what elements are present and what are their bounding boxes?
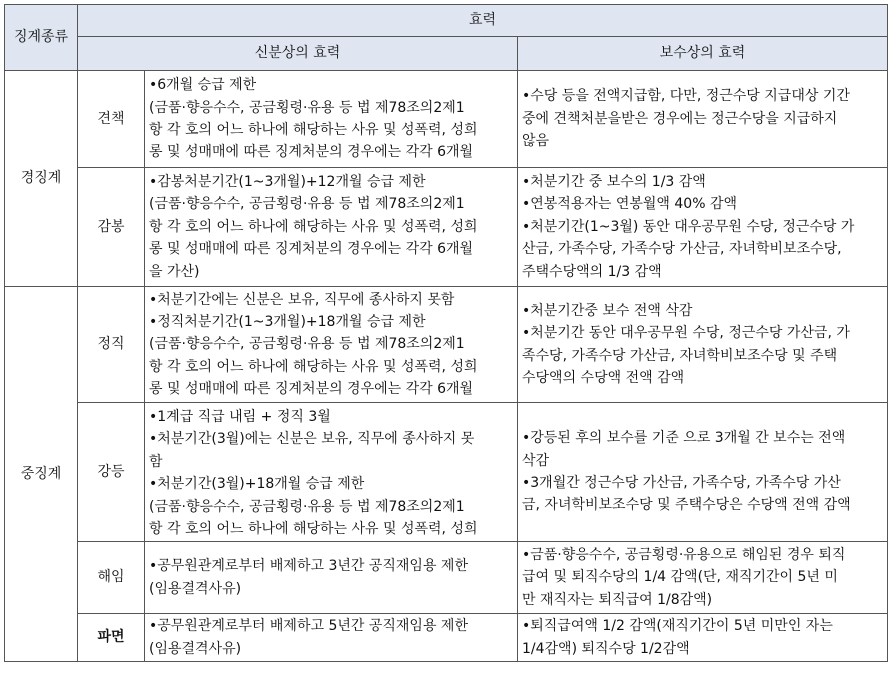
- text-line: 롱 및 성매매에 따른 징계처분의 경우에는 각각 6개월: [149, 241, 474, 258]
- text-line: (금품·향응수수, 공금횡령·유용 등 법 제78조의2제1: [149, 196, 465, 213]
- effect-header: 효력: [78, 5, 888, 37]
- header-row: [5, 5, 888, 37]
- text-line: (임용결격사유): [149, 580, 242, 597]
- status-effect-cell: [145, 168, 518, 287]
- pay-effect-cell: [518, 71, 888, 168]
- text-line: •금품·향응수수, 공금횡령·유용으로 해임된 경우 퇴직: [522, 546, 846, 563]
- text-line: 족수당, 가족수당 가산금, 자녀학비보조수당 및 주택: [522, 347, 838, 364]
- row-label: 감봉: [78, 168, 145, 287]
- text-line: (금품·향응수수, 공금횡령·유용 등 법 제78조의2제1: [149, 498, 465, 515]
- pay-effect-header: 보수상의 효력: [518, 37, 888, 71]
- text-line: 롱 및 성매매에 따른 징계처분의 경우에는 각각 6개월: [149, 144, 474, 161]
- table-row: [5, 71, 888, 168]
- text-line: 함: [149, 453, 163, 470]
- text-line: 만 재직자는 퇴직급여 1/8감액): [522, 591, 713, 608]
- text-line: •수당 등을 전액지급함, 다만, 정근수당 지급대상 기간: [522, 88, 850, 105]
- table-row: [5, 403, 888, 542]
- group-light-label: 경징계: [5, 71, 78, 287]
- row-label: 파면: [78, 614, 145, 662]
- text-line: •3개월간 정근수당 가산금, 가족수당, 가족수당 가산: [522, 475, 841, 491]
- text-line: •공무원관계로부터 배제하고 5년간 공직재임용 제한: [149, 618, 468, 635]
- text-line: 금, 자녀학비보조수당 및 주택수당은 수당액 전액 감액: [522, 497, 851, 514]
- text-line: 수당액의 수당액 전액 감액: [522, 369, 685, 386]
- text-line: •정직처분기간(1~3개월)+18개월 승급 제한: [149, 313, 426, 330]
- text-line: •처분기간에는 신분은 보유, 직무에 종사하지 못함: [149, 291, 455, 308]
- text-line: •연봉적용자는 연봉월액 40% 감액: [522, 196, 738, 213]
- text-line: 항 각 호의 어느 하나에 해당하는 사유 및 성폭력, 성희: [149, 122, 478, 138]
- text-line: 롱 및 성매매에 따른 징계처분의 경우에는 각각 6개월: [149, 381, 474, 398]
- text-line: (금품·향응수수, 공금횡령·유용 등 법 제78조의2제1: [149, 336, 465, 353]
- row-label: 정직: [78, 287, 145, 403]
- text-line: 않음: [522, 133, 550, 150]
- row-label: 견책: [78, 71, 145, 168]
- text-line: 산금, 가족수당, 가족수당 가산금, 자녀학비보조수당,: [522, 241, 842, 258]
- text-line: •처분기간 중 보수의 1/3 감액: [522, 174, 706, 191]
- text-line: 을 가산): [149, 263, 200, 280]
- table-row: [5, 542, 888, 614]
- status-effect-cell: [145, 542, 518, 614]
- text-line: 삭감: [522, 452, 550, 469]
- pay-effect-cell: [518, 168, 888, 287]
- group-heavy-label: 중징계: [5, 287, 78, 662]
- row-label: 해임: [78, 542, 145, 614]
- text-line: •처분기간(1~3월) 동안 대우공무원 수당, 정근수당 가: [522, 218, 855, 235]
- text-line: •강등된 후의 보수를 기준 으로 3개월 간 보수는 전액: [522, 430, 846, 447]
- text-line: •처분기간중 보수 전액 삭감: [522, 302, 693, 319]
- table-row: [5, 614, 888, 662]
- status-effect-cell: [145, 71, 518, 168]
- kind-header: 징계종류: [5, 5, 78, 71]
- pay-effect-cell: [518, 403, 888, 542]
- status-effect-cell: [145, 614, 518, 662]
- text-line: (임용결격사유): [149, 640, 242, 657]
- text-line: (금품·향응수수, 공금횡령·유용 등 법 제78조의2제1: [149, 99, 465, 116]
- disciplinary-effects-table: [4, 4, 888, 662]
- status-effect-cell: [145, 287, 518, 403]
- text-line: •처분기간(3월)에는 신분은 보유, 직무에 종사하지 못: [149, 431, 475, 448]
- table-row: [5, 168, 888, 287]
- text-line: 항 각 호의 어느 하나에 해당하는 사유 및 성폭력, 성희: [149, 218, 478, 235]
- text-line: 항 각 호의 어느 하나에 해당하는 사유 및 성폭력, 성희: [149, 520, 478, 537]
- text-line: •처분기간 동안 대우공무원 수당, 정근수당 가산금, 가: [522, 325, 850, 342]
- text-line: •감봉처분기간(1~3개월)+12개월 승급 제한: [149, 174, 426, 191]
- pay-effect-cell: [518, 614, 888, 662]
- text-line: •퇴직급여액 1/2 감액(재직기간이 5년 미만인 자는: [522, 618, 833, 635]
- text-line: •처분기간(3월)+18개월 승급 제한: [149, 476, 365, 493]
- text-line: •1계급 직급 내림 + 정직 3월: [149, 409, 331, 425]
- table-row: [5, 287, 888, 403]
- text-line: 중에 견책처분을받은 경우에는 정근수당을 지급하지: [522, 110, 838, 127]
- status-effect-cell: [145, 403, 518, 542]
- text-line: 급여 및 퇴직수당의 1/4 감액(단, 재직기간이 5년 미: [522, 569, 838, 586]
- text-line: 1/4감액) 퇴직수당 1/2감액: [522, 640, 690, 657]
- text-line: 항 각 호의 어느 하나에 해당하는 사유 및 성폭력, 성희: [149, 358, 478, 375]
- row-label: 강등: [78, 403, 145, 542]
- pay-effect-cell: [518, 542, 888, 614]
- text-line: 주택수당액의 1/3 감액: [522, 263, 662, 280]
- subheader-row: [5, 37, 888, 71]
- pay-effect-cell: [518, 287, 888, 403]
- status-effect-header: 신분상의 효력: [78, 37, 518, 71]
- text-line: •6개월 승급 제한: [149, 77, 257, 94]
- text-line: •공무원관계로부터 배제하고 3년간 공직재임용 제한: [149, 558, 468, 575]
